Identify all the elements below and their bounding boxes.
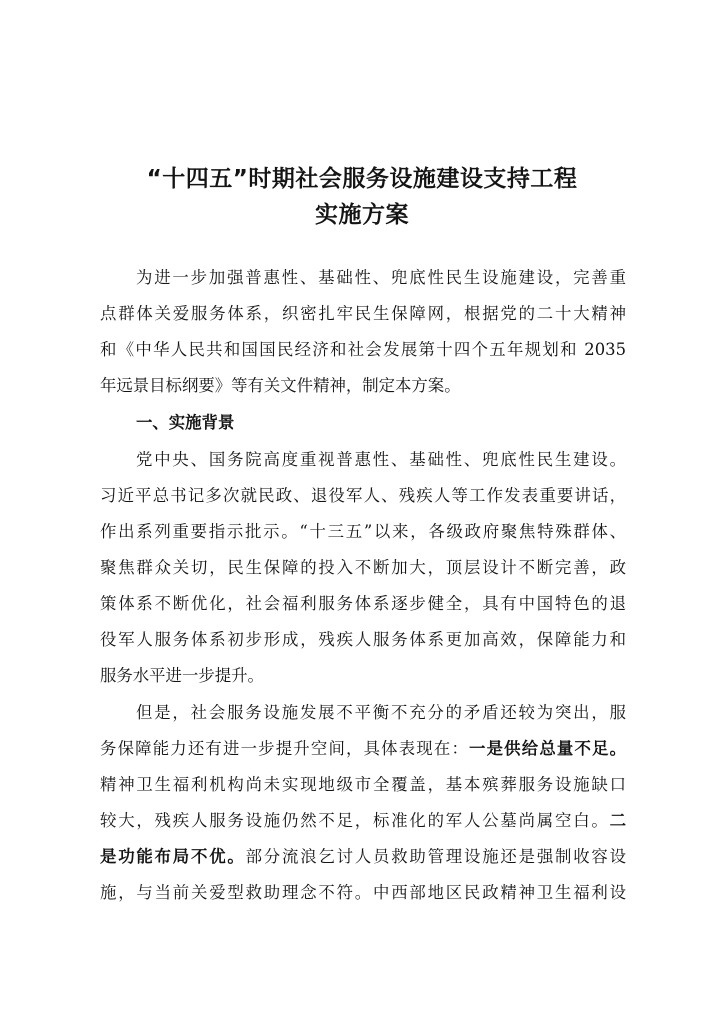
paragraph-text: 较大，残疾人服务设施仍然不足，标准化的军人公墓尚属空白。 <box>100 811 610 830</box>
paragraph-text: 部分流浪乞讨人员救助管理设施还是强制收容设 <box>245 847 627 866</box>
paragraph-line: 精神卫生福利机构尚未实现地级市全覆盖，基本殡葬服务设施缺口 <box>100 775 626 794</box>
paragraph-line: 但是，社会服务设施发展不平衡不充分的矛盾还较为突出，服 <box>136 703 626 722</box>
intro-line: 为进一步加强普惠性、基础性、兜底性民生设施建设，完善重 <box>136 268 626 287</box>
intro-line: 和《中华人民共和国国民经济和社会发展第十四个五年规划和 2035 <box>100 340 626 359</box>
intro-line: 点群体关爱服务体系，织密扎牢民生保障网，根据党的二十大精神 <box>100 304 626 323</box>
paragraph-line <box>100 846 626 868</box>
paragraph-line: 作出系列重要指示批示。“十三五”以来，各级政府聚焦特殊群体、 <box>100 522 626 541</box>
paragraph-line: 策体系不断优化，社会福利服务体系逐步健全，具有中国特色的退 <box>100 594 626 613</box>
paragraph-line: 习近平总书记多次就民政、退役军人、残疾人等工作发表重要讲话， <box>100 486 626 505</box>
paragraph-line <box>100 738 626 760</box>
document-title-line-2: 实施方案 <box>315 202 409 228</box>
paragraph-line: 聚焦群众关切，民生保障的投入不断加大，顶层设计不断完善，政 <box>100 558 626 577</box>
paragraph-line: 役军人服务体系初步形成，残疾人服务体系更加高效，保障能力和 <box>100 630 626 649</box>
paragraph-line: 施，与当前关爱型救助理念不符。中西部地区民政精神卫生福利设 <box>100 883 626 902</box>
section-heading: 一、实施背景 <box>136 413 235 432</box>
document-title-line-1: “十四五”时期社会服务设施建设支持工程 <box>146 166 578 192</box>
emphasis-text: 是功能布局不优。 <box>100 847 246 866</box>
paragraph-line: 服务水平进一步提升。 <box>100 666 264 685</box>
paragraph-text: 务保障能力还有进一步提升空间，具体表现在： <box>100 739 470 758</box>
intro-line: 年远景目标纲要》等有关文件精神，制定本方案。 <box>100 376 461 395</box>
paragraph-line: 党中央、国务院高度重视普惠性、基础性、兜底性民生建设。 <box>136 450 626 469</box>
paragraph-line <box>100 810 626 832</box>
emphasis-text: 一是供给总量不足。 <box>469 739 627 758</box>
emphasis-text: 二 <box>609 811 626 830</box>
